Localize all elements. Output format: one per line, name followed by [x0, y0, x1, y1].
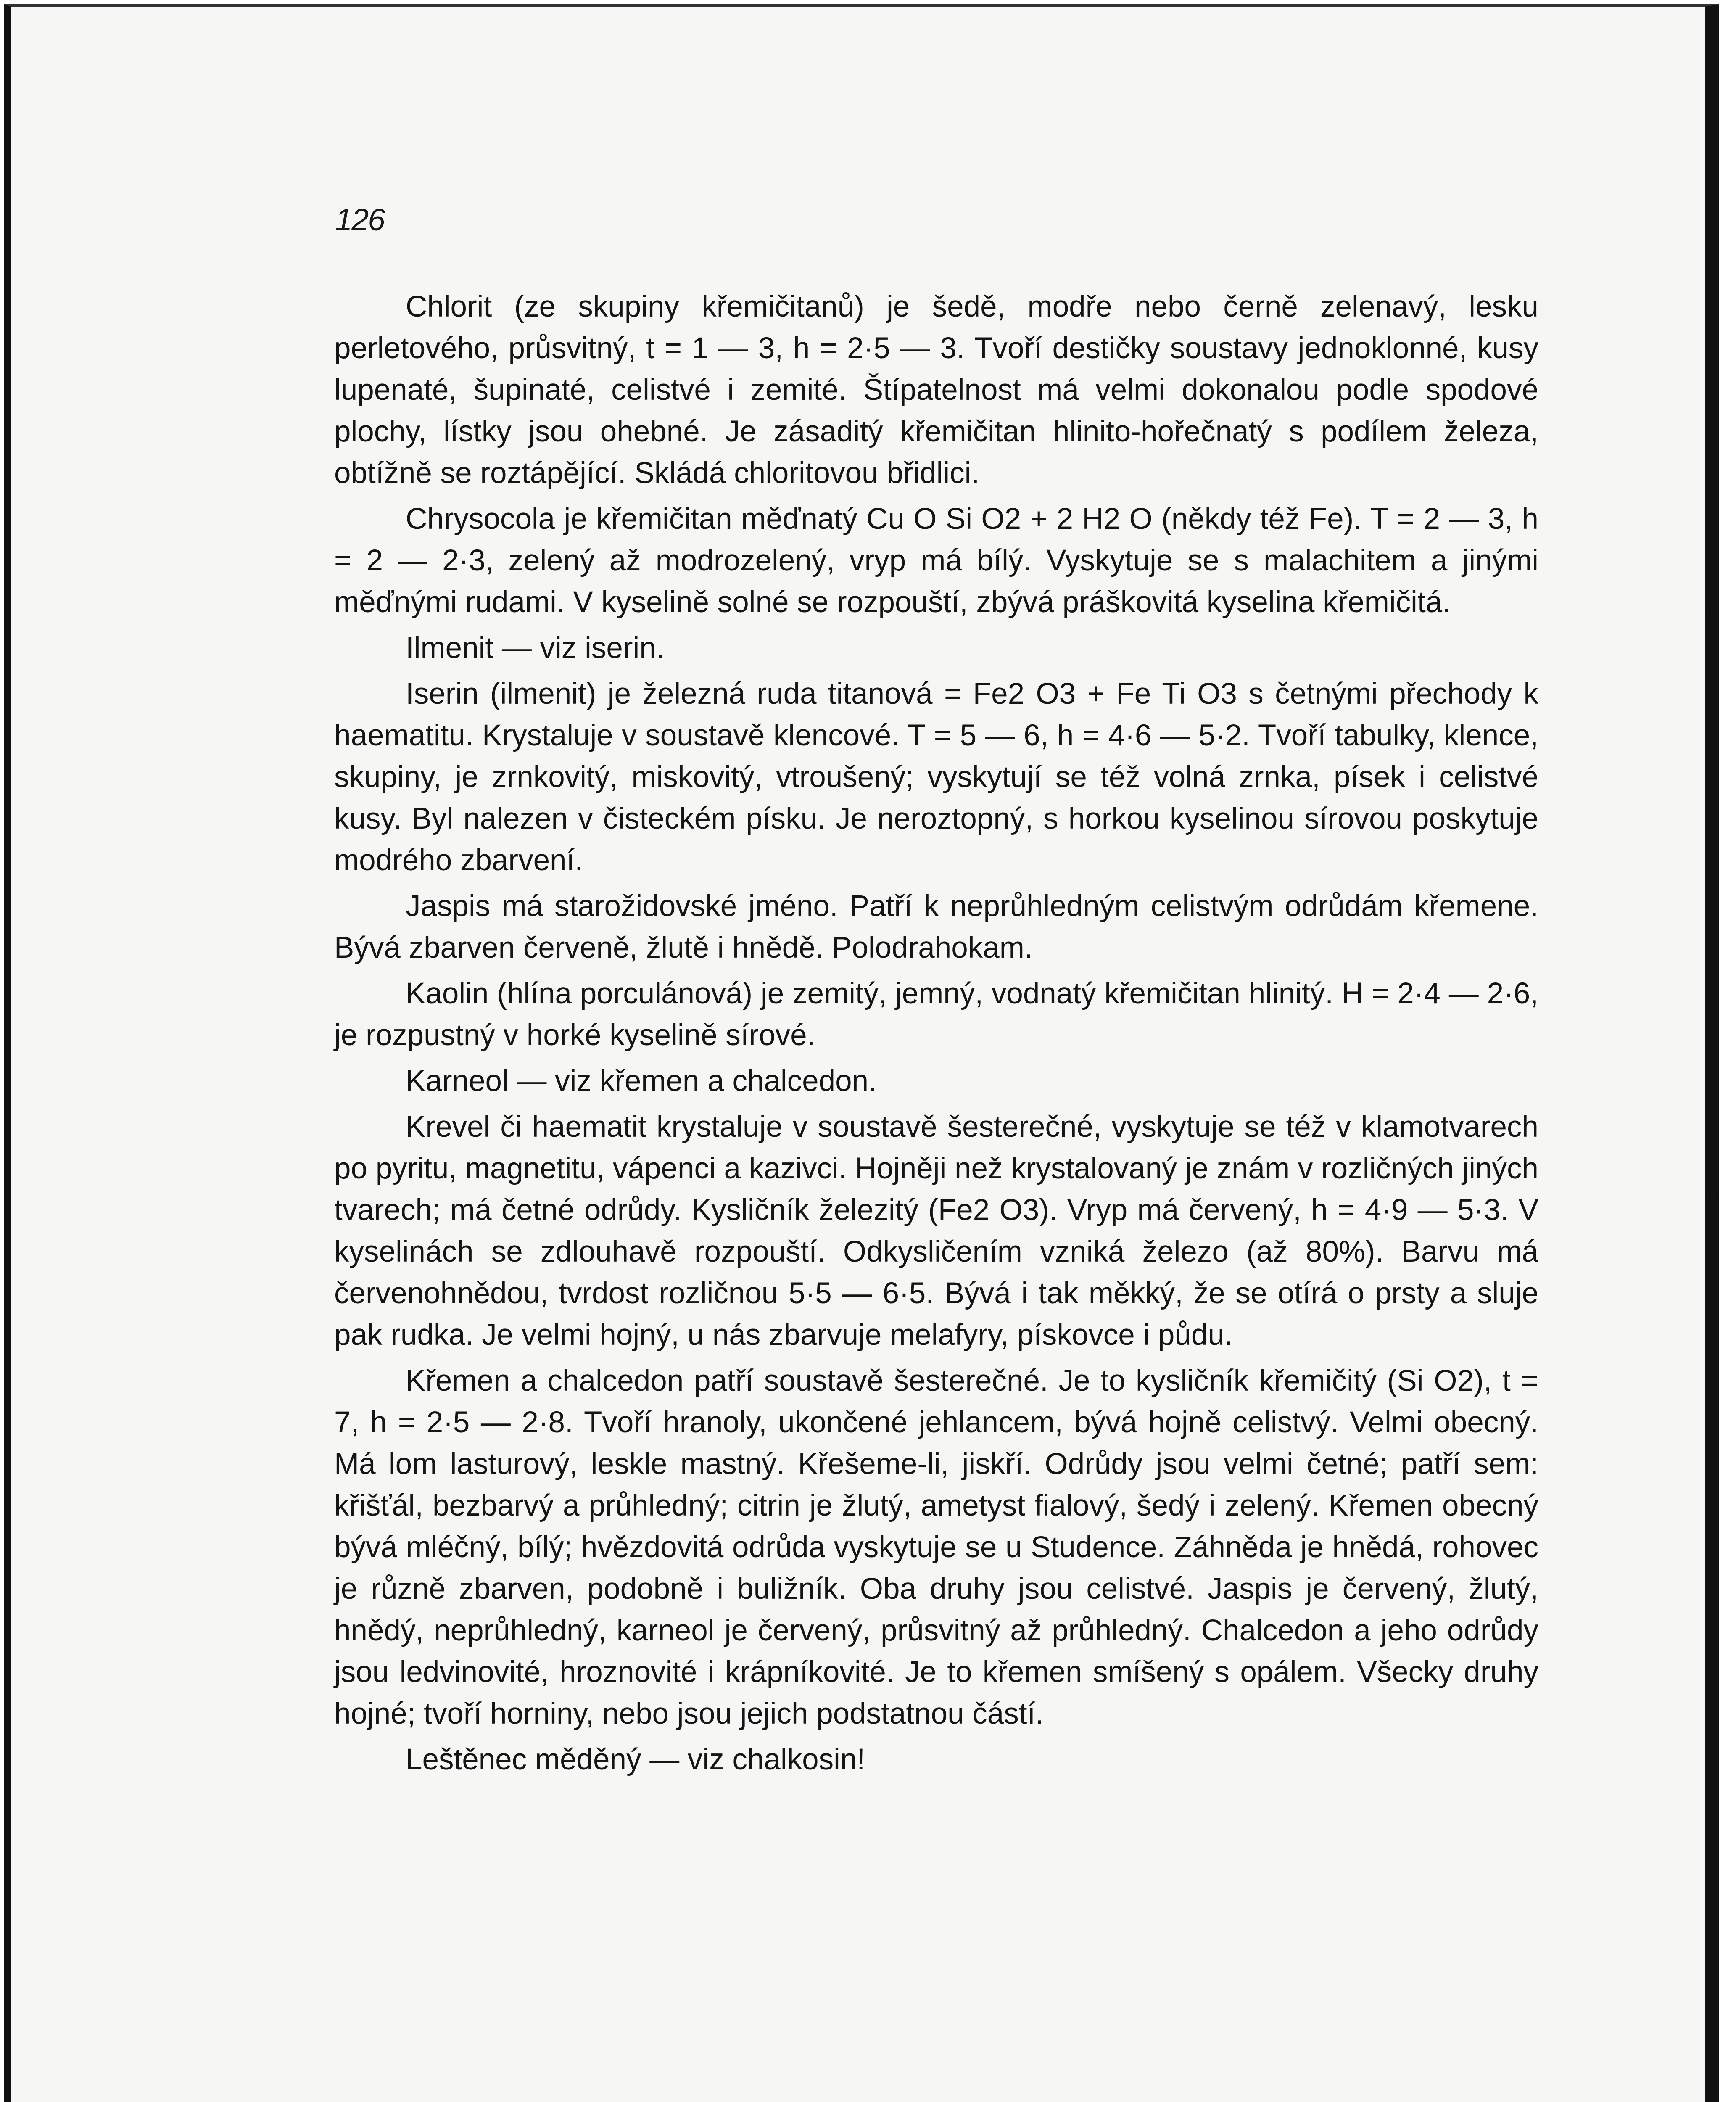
paragraph-iserin: Iserin (ilmenit) je železná ruda titanová = Fe2 O3 + Fe Ti O3 s četnými přechody k haematitu. Krystaluje v soustavě klencové. T = 5 — 6, h = 4·6 — 5·2. Tvoří tabulky, klence, skupiny, je zrnkovitý, miskovitý, vtroušený; vyskytují se též volná zrnka, písek i celistvé kusy. Byl nalezen v čisteckém písku. Je neroztopný, s horkou kyselinou sírovou poskytuje modrého zbarvení. — [334, 677, 1538, 877]
paragraph-krevel: Krevel či haematit krystaluje v soustavě šesterečné, vyskytuje se též v klamotvarech po pyritu, magnetitu, vápenci a kazivci. Hojněji než krystalovaný je znám v rozličných jiných tvarech; má četné odrůdy. Kysličník železitý (Fe2 O3). Vryp má červený, h = 4·9 — 5·3. V kyselinách se zdlouhavě rozpouští. Odkysličením vzniká železo (až 80%). Barvu má červenohnědou, tvrdost rozličnou 5·5 — 6·5. Bývá i tak měkký, že se otírá o prsty a sluje pak rudka. Je velmi hojný, u nás zbarvuje melafyry, pískovce i půdu. — [334, 1110, 1538, 1352]
binding-hole-mark — [1707, 1831, 1715, 1848]
paragraph-jaspis: Jaspis má starožidovské jméno. Patří k neprůhledným celistvým odrůdám křemene. Bývá zbarven červeně, žlutě i hnědě. Polodrahokam. — [334, 890, 1538, 964]
paragraph-chrysocola: Chrysocola je křemičitan měďnatý Cu O Si O2 + 2 H2 O (někdy též Fe). T = 2 — 3, h = 2 — 2·3, zelený až modrozelený, vryp má bílý. Vyskytuje se s malachitem a jinými měďnými rudami. V kyselině solné se rozpouští, zbývá práškovitá kyselina křemičitá. — [334, 502, 1538, 619]
binding-hole-mark — [1707, 280, 1715, 292]
paragraph-ilmenit: Ilmenit — viz iserin. — [406, 631, 665, 665]
binding-hole-mark — [1709, 604, 1718, 619]
paragraph-chlorit: Chlorit (ze skupiny křemičitanů) je šedě, modře nebo černě zelenavý, lesku perletového, průsvitný, t = 1 — 3, h = 2·5 — 3. Tvoří destičky soustavy jednoklonné, kusy lupenaté, šupinaté, celistvé i zemité. Štípatelnost má velmi dokonalou podle spodové plochy, lístky jsou ohebné. Je zásaditý křemičitan hlinito-hořečnatý s podílem železa, obtížně se roztápějící. Skládá chloritovou břidlici. — [334, 290, 1538, 490]
page-body-text — [334, 286, 1538, 1785]
paragraph-kremen: Křemen a chalcedon patří soustavě šesterečné. Je to kysličník křemičitý (Si O2), t = 7, h = 2·5 — 2·8. Tvoří hranoly, ukončené jehlancem, bývá hojně celistvý. Velmi obecný. Má lom lasturový, leskle mastný. Křešeme-li, jiskří. Odrůdy jsou velmi četné; patří sem: křišťál, bezbarvý a průhledný; citrin je žlutý, ametyst fialový, šedý i zelený. Křemen obecný bývá mléčný, bílý; hvězdovitá odrůda vyskytuje se u Studence. Záhněda je hnědá, rohovec je různě zbarven, podobně i buližník. Oba druhy jsou celistvé. Jaspis je červený, žlutý, hnědý, neprůhledný, karneol je červený, průsvitný až průhledný. Chalcedon a jeho odrůdy jsou ledvinovité, hroznovité i krápníkovité. Je to křemen smíšený s opálem. Všecky druhy hojné; tvoří horniny, nebo jsou jejich podstatnou částí. — [334, 1364, 1538, 1730]
paragraph-lestenec: Leštěnec měděný — viz chalkosin! — [406, 1743, 865, 1776]
paragraph-karneol: Karneol — viz křemen a chalcedon. — [406, 1064, 877, 1098]
page-number: 126 — [335, 202, 385, 237]
binding-hole-mark — [1709, 1188, 1718, 1205]
paragraph-kaolin: Kaolin (hlína porculánová) je zemitý, jemný, vodnatý křemičitan hlinitý. H = 2·4 — 2·6, je rozpustný v horké kyselině sírové. — [334, 977, 1538, 1052]
